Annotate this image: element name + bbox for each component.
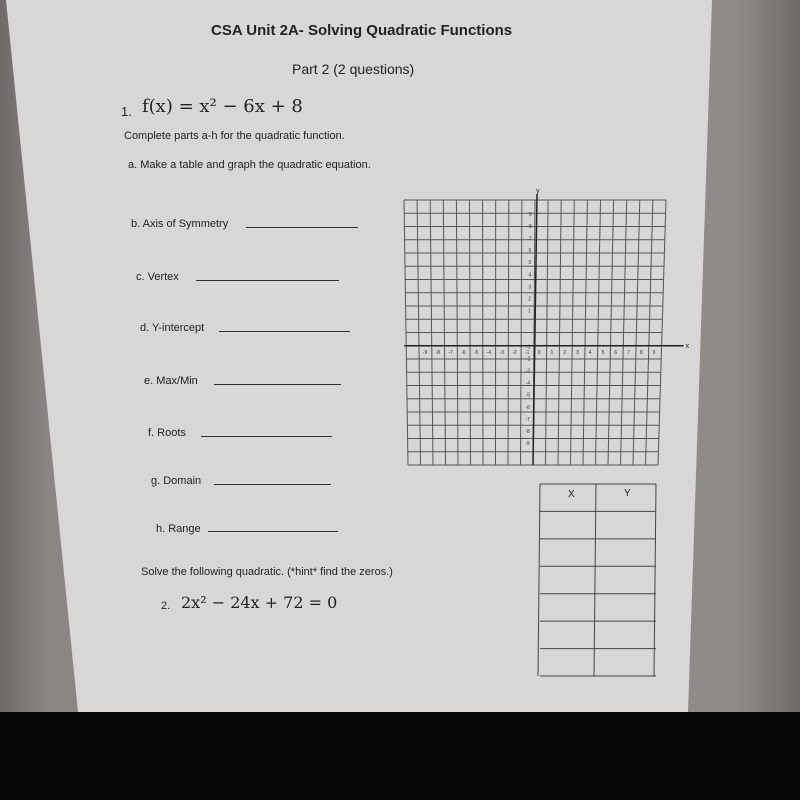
table-col-line bbox=[538, 484, 540, 676]
y-tick-label: -4 bbox=[525, 380, 531, 387]
part-d-blank[interactable] bbox=[219, 331, 350, 332]
x-tick-label: 3 bbox=[576, 349, 579, 356]
y-tick-label: 7 bbox=[528, 236, 532, 243]
y-tick-label: -8 bbox=[525, 428, 530, 435]
part-a-text: a. Make a table and graph the quadratic equation. bbox=[128, 159, 371, 171]
y-tick-label: -1 bbox=[525, 344, 531, 351]
x-tick-label: -9 bbox=[422, 349, 428, 356]
q2-number: 2. bbox=[161, 600, 171, 612]
x-tick-label: -4 bbox=[486, 349, 492, 356]
y-tick-label: 3 bbox=[528, 284, 532, 291]
y-axis-label: y bbox=[536, 188, 540, 195]
x-axis-label: x bbox=[685, 342, 690, 350]
y-tick-label: -6 bbox=[525, 404, 530, 411]
x-tick-label: -8 bbox=[435, 349, 441, 356]
y-tick-label: 8 bbox=[528, 224, 532, 231]
solve-prompt: Solve the following quadratic. (*hint* find the zeros.) bbox=[141, 566, 393, 578]
table-header-y: Y bbox=[624, 488, 631, 499]
y-tick-label: 4 bbox=[528, 272, 532, 279]
x-tick-label: 9 bbox=[652, 349, 656, 356]
y-tick-label: 5 bbox=[528, 260, 532, 267]
x-tick-label: -6 bbox=[461, 349, 466, 356]
part-f-label: f. Roots bbox=[148, 427, 186, 439]
y-tick-label: -7 bbox=[525, 416, 530, 423]
y-tick-label: -9 bbox=[525, 440, 530, 447]
x-tick-label: -5 bbox=[473, 349, 479, 356]
dark-surface bbox=[0, 712, 800, 800]
q1-number: 1. bbox=[121, 104, 132, 119]
part-h-label: h. Range bbox=[156, 523, 201, 535]
y-tick-label: 9 bbox=[528, 212, 532, 219]
part-d-label: d. Y-intercept bbox=[140, 322, 205, 334]
y-tick-label: -3 bbox=[525, 368, 531, 375]
x-tick-label: -1 bbox=[524, 349, 530, 356]
part-b-label: b. Axis of Symmetry bbox=[131, 218, 229, 230]
part-b-blank[interactable] bbox=[246, 227, 358, 228]
xy-table[interactable] bbox=[536, 480, 686, 680]
y-tick-label: 6 bbox=[528, 248, 532, 255]
q1-function: f(x) = x² − 6x + 8 bbox=[142, 96, 303, 117]
part-c-label: c. Vertex bbox=[136, 271, 179, 283]
part-c-blank[interactable] bbox=[196, 280, 339, 281]
y-tick-label: 1 bbox=[528, 308, 531, 315]
table-col-line bbox=[594, 484, 596, 676]
table-col-line bbox=[654, 484, 656, 676]
part-f-blank[interactable] bbox=[201, 436, 332, 437]
part-e-blank[interactable] bbox=[214, 384, 341, 385]
table-header-x: X bbox=[568, 489, 575, 500]
x-tick-label: 2 bbox=[563, 349, 567, 356]
q1-instructions: Complete parts a-h for the quadratic function. bbox=[124, 130, 345, 142]
x-tick-label: 7 bbox=[627, 349, 630, 356]
x-tick-label: -7 bbox=[448, 349, 453, 356]
x-tick-label: 8 bbox=[639, 349, 643, 356]
coordinate-grid[interactable] bbox=[400, 188, 690, 467]
x-tick-label: 4 bbox=[588, 349, 592, 356]
y-tick-label: -2 bbox=[525, 356, 531, 363]
x-tick-label: 0 bbox=[537, 349, 541, 356]
y-tick-label: -5 bbox=[525, 392, 530, 399]
x-tick-label: -2 bbox=[512, 349, 517, 356]
part-h-blank[interactable] bbox=[208, 531, 338, 532]
worksheet-subtitle: Part 2 (2 questions) bbox=[292, 61, 415, 77]
worksheet-title: CSA Unit 2A- Solving Quadratic Functions bbox=[211, 22, 513, 39]
x-tick-label: 5 bbox=[601, 349, 605, 356]
x-tick-label: -3 bbox=[499, 349, 504, 356]
part-g-blank[interactable] bbox=[214, 484, 331, 485]
part-e-label: e. Max/Min bbox=[144, 375, 198, 387]
x-tick-label: 1 bbox=[550, 349, 554, 356]
part-g-label: g. Domain bbox=[151, 475, 202, 487]
q2-equation: 2x² − 24x + 72 = 0 bbox=[181, 593, 338, 612]
x-tick-label: 6 bbox=[614, 349, 618, 356]
y-tick-label: 2 bbox=[528, 296, 532, 303]
